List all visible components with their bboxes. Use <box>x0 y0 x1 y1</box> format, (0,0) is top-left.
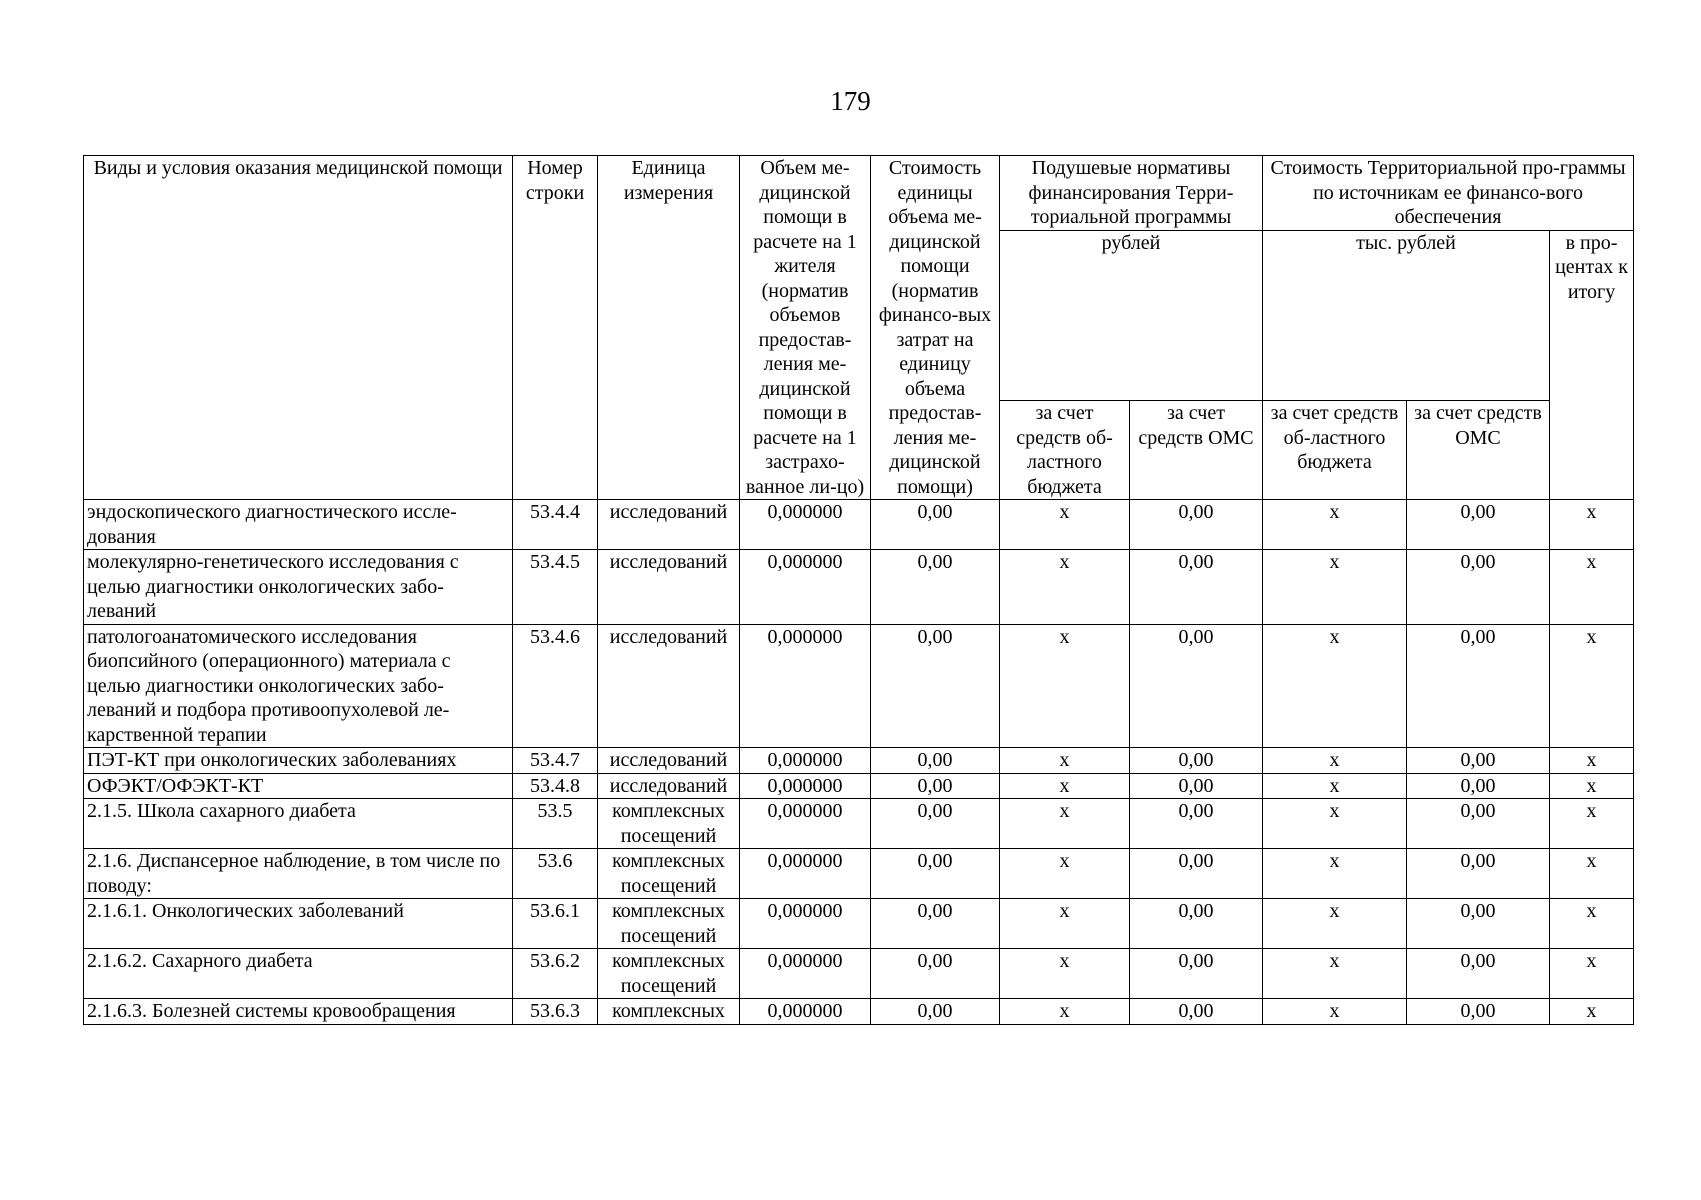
row-unit-cost: 0,00 <box>871 624 1000 748</box>
header-volume: Объем ме-дицинской помощи в расчете на 1 жителя (норматив объемов предостав-ления ме-дицинской помощи в расчете на 1 застрахо-ванное ли-цо) <box>740 156 871 500</box>
row-cost-budget: х <box>1263 624 1407 748</box>
row-per-capita-budget: х <box>1000 849 1130 899</box>
row-per-capita-budget: х <box>1000 949 1130 999</box>
table-row <box>84 550 1634 625</box>
row-cost-oms: 0,00 <box>1407 550 1550 625</box>
row-per-capita-oms: 0,00 <box>1130 748 1263 774</box>
row-cost-oms: 0,00 <box>1407 849 1550 899</box>
row-cost-budget: х <box>1263 550 1407 625</box>
row-per-capita-oms: 0,00 <box>1130 999 1263 1025</box>
row-volume: 0,000000 <box>740 748 871 774</box>
table-row <box>84 849 1634 899</box>
row-percent: х <box>1550 773 1634 799</box>
row-number: 53.6.1 <box>513 899 598 949</box>
row-number: 53.4.4 <box>513 500 598 550</box>
row-volume: 0,000000 <box>740 999 871 1025</box>
row-percent: х <box>1550 949 1634 999</box>
row-number: 53.4.5 <box>513 550 598 625</box>
row-volume: 0,000000 <box>740 849 871 899</box>
row-per-capita-budget: х <box>1000 999 1130 1025</box>
table-row <box>84 999 1634 1025</box>
header-cost-unit: тыс. рублей <box>1263 230 1550 401</box>
row-name: ОФЭКТ/ОФЭКТ-КТ <box>84 773 513 799</box>
row-cost-oms: 0,00 <box>1407 949 1550 999</box>
row-cost-oms: 0,00 <box>1407 899 1550 949</box>
row-name: 2.1.6.1. Онкологических заболеваний <box>84 899 513 949</box>
table-row <box>84 500 1634 550</box>
row-unit: комплексных посещений <box>598 799 740 849</box>
row-unit: комплексных посещений <box>598 849 740 899</box>
row-volume: 0,000000 <box>740 550 871 625</box>
row-per-capita-oms: 0,00 <box>1130 799 1263 849</box>
row-cost-budget: х <box>1263 999 1407 1025</box>
row-percent: х <box>1550 999 1634 1025</box>
table-header <box>84 156 1634 500</box>
row-per-capita-budget: х <box>1000 624 1130 748</box>
row-volume: 0,000000 <box>740 899 871 949</box>
row-cost-oms: 0,00 <box>1407 773 1550 799</box>
row-unit: исследований <box>598 624 740 748</box>
row-name: эндоскопического диагностического иссле-дования <box>84 500 513 550</box>
row-name: 2.1.6.3. Болезней системы кровообращения <box>84 999 513 1025</box>
row-unit: исследований <box>598 748 740 774</box>
row-volume: 0,000000 <box>740 500 871 550</box>
row-cost-budget: х <box>1263 799 1407 849</box>
row-per-capita-oms: 0,00 <box>1130 624 1263 748</box>
row-unit: исследований <box>598 550 740 625</box>
row-unit-cost: 0,00 <box>871 773 1000 799</box>
row-per-capita-budget: х <box>1000 748 1130 774</box>
row-number: 53.4.8 <box>513 773 598 799</box>
row-unit: комплексных посещений <box>598 899 740 949</box>
header-types: Виды и условия оказания медицинской помощи <box>84 156 513 500</box>
row-number: 53.6 <box>513 849 598 899</box>
row-per-capita-budget: х <box>1000 500 1130 550</box>
row-per-capita-oms: 0,00 <box>1130 773 1263 799</box>
row-percent: х <box>1550 500 1634 550</box>
row-volume: 0,000000 <box>740 799 871 849</box>
row-number: 53.4.7 <box>513 748 598 774</box>
row-volume: 0,000000 <box>740 624 871 748</box>
table-row <box>84 624 1634 748</box>
header-per-capita-unit: рублей <box>1000 230 1263 401</box>
row-per-capita-oms: 0,00 <box>1130 500 1263 550</box>
row-unit-cost: 0,00 <box>871 949 1000 999</box>
row-per-capita-oms: 0,00 <box>1130 949 1263 999</box>
row-unit: комплексных <box>598 999 740 1025</box>
row-number: 53.4.6 <box>513 624 598 748</box>
row-per-capita-budget: х <box>1000 799 1130 849</box>
row-per-capita-oms: 0,00 <box>1130 550 1263 625</box>
row-per-capita-oms: 0,00 <box>1130 849 1263 899</box>
row-name: 2.1.6.2. Сахарного диабета <box>84 949 513 999</box>
row-unit: исследований <box>598 500 740 550</box>
row-cost-oms: 0,00 <box>1407 500 1550 550</box>
row-cost-budget: х <box>1263 748 1407 774</box>
row-cost-oms: 0,00 <box>1407 999 1550 1025</box>
row-percent: х <box>1550 899 1634 949</box>
row-name: 2.1.6. Диспансерное наблюдение, в том числе по поводу: <box>84 849 513 899</box>
header-unit-cost: Стоимость единицы объема ме-дицинской помощи (норматив финансо-вых затрат на единицу объема предостав-ления ме-дицинской помощи) <box>871 156 1000 500</box>
header-per-capita-group: Подушевые нормативы финансирования Терри-ториальной программы <box>1000 156 1263 231</box>
row-per-capita-budget: х <box>1000 550 1130 625</box>
row-unit-cost: 0,00 <box>871 899 1000 949</box>
row-name: 2.1.5. Школа сахарного диабета <box>84 799 513 849</box>
row-percent: х <box>1550 799 1634 849</box>
row-unit-cost: 0,00 <box>871 999 1000 1025</box>
row-unit: комплексных посещений <box>598 949 740 999</box>
table-row <box>84 949 1634 999</box>
table-row <box>84 773 1634 799</box>
row-per-capita-budget: х <box>1000 773 1130 799</box>
row-percent: х <box>1550 849 1634 899</box>
row-cost-budget: х <box>1263 773 1407 799</box>
row-unit-cost: 0,00 <box>871 799 1000 849</box>
table-row <box>84 748 1634 774</box>
header-oms-cost: за счет средств ОМС <box>1407 401 1550 500</box>
table-row <box>84 899 1634 949</box>
row-percent: х <box>1550 550 1634 625</box>
table-row <box>84 799 1634 849</box>
row-name: патологоанатомического исследования биопсийного (операционного) материала с целью диагностики онкологических забо-леваний и подбора противоопухолевой ле-карственной терапии <box>84 624 513 748</box>
table-body <box>84 500 1634 1025</box>
row-name: молекулярно-генетического исследования с целью диагностики онкологических забо-леваний <box>84 550 513 625</box>
header-row-number: Номер строки <box>513 156 598 500</box>
row-unit-cost: 0,00 <box>871 849 1000 899</box>
row-percent: х <box>1550 624 1634 748</box>
row-volume: 0,000000 <box>740 949 871 999</box>
row-cost-budget: х <box>1263 899 1407 949</box>
row-number: 53.6.2 <box>513 949 598 999</box>
header-percent: в про-центах к итогу <box>1550 230 1634 500</box>
row-name: ПЭТ-КТ при онкологических заболеваниях <box>84 748 513 774</box>
header-oms-per-capita: за счет средств ОМС <box>1130 401 1263 500</box>
row-percent: х <box>1550 748 1634 774</box>
row-number: 53.6.3 <box>513 999 598 1025</box>
row-volume: 0,000000 <box>740 773 871 799</box>
financing-table <box>83 155 1634 1025</box>
row-cost-budget: х <box>1263 949 1407 999</box>
row-per-capita-budget: х <box>1000 899 1130 949</box>
header-unit: Единица измерения <box>598 156 740 500</box>
row-unit-cost: 0,00 <box>871 748 1000 774</box>
row-cost-oms: 0,00 <box>1407 624 1550 748</box>
row-unit: исследований <box>598 773 740 799</box>
row-cost-oms: 0,00 <box>1407 748 1550 774</box>
header-regional-budget-per-capita: за счет средств об-ластного бюджета <box>1000 401 1130 500</box>
header-cost-group: Стоимость Территориальной про-граммы по источникам ее финансо-вого обеспечения <box>1263 156 1634 231</box>
row-number: 53.5 <box>513 799 598 849</box>
row-unit-cost: 0,00 <box>871 500 1000 550</box>
row-cost-budget: х <box>1263 849 1407 899</box>
header-regional-budget-cost: за счет средств об-ластного бюджета <box>1263 401 1407 500</box>
row-unit-cost: 0,00 <box>871 550 1000 625</box>
page-number: 179 <box>830 86 871 116</box>
row-per-capita-oms: 0,00 <box>1130 899 1263 949</box>
row-cost-oms: 0,00 <box>1407 799 1550 849</box>
row-cost-budget: х <box>1263 500 1407 550</box>
